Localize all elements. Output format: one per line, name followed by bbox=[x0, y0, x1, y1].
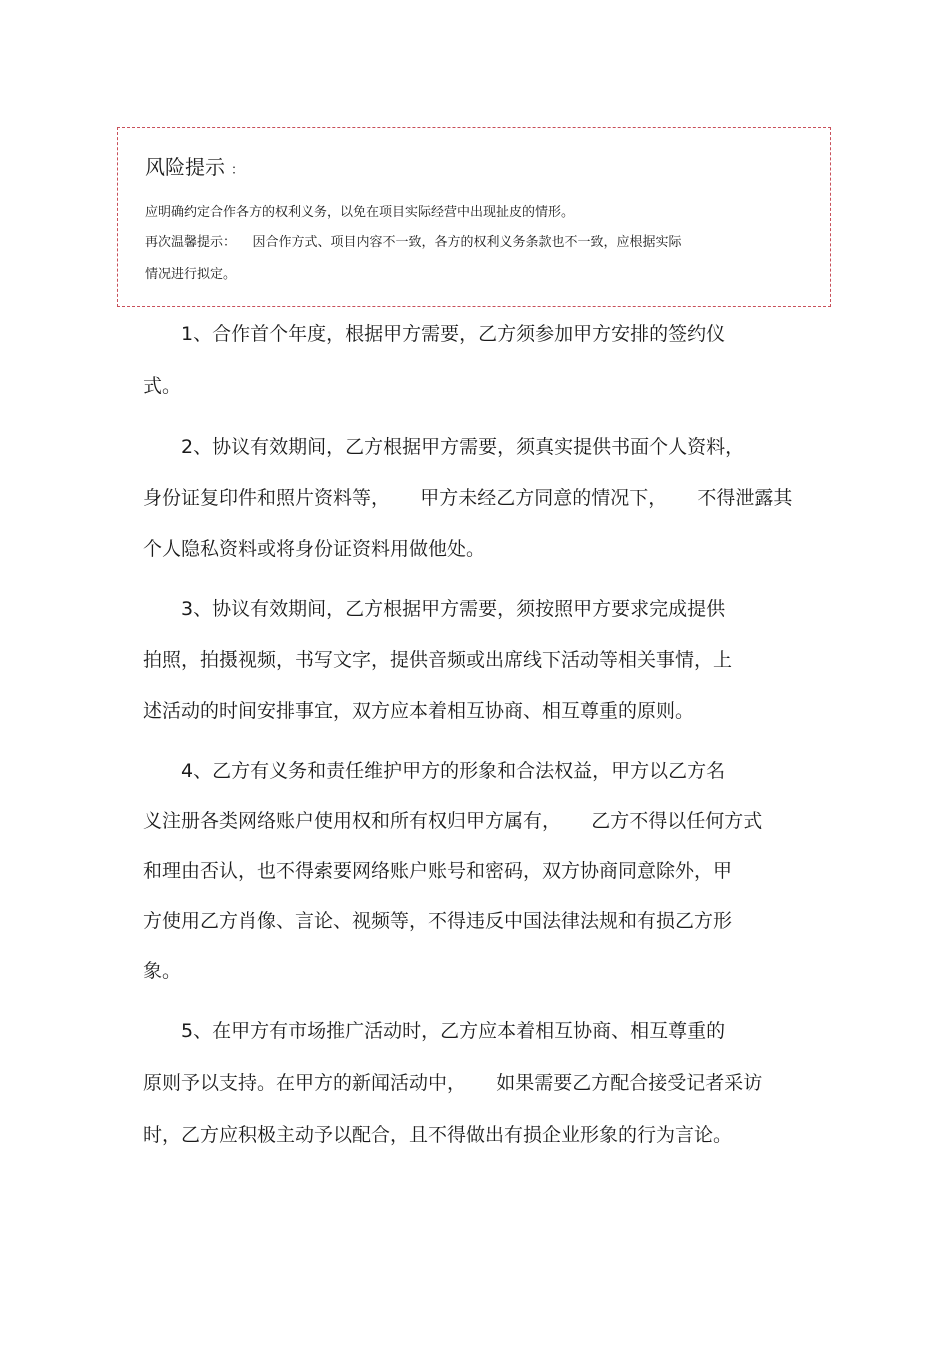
clause-2-line: 个人隐私资料或将身份证资料用做他处。 bbox=[143, 538, 486, 560]
risk-notice-title-colon: ： bbox=[231, 163, 245, 178]
risk-notice-line: 情况进行拟定。 bbox=[145, 267, 237, 282]
clause-1-line: 式。 bbox=[143, 375, 182, 397]
clause-1-line: 1、合作首个年度，根据甲方需要，乙方须参加甲方安排的签约仪 bbox=[181, 323, 726, 345]
clause-3-line: 述活动的时间安排事宜，双方应本着相互协商、相互尊重的原则。 bbox=[143, 700, 695, 722]
clause-5-line: 5、在甲方有市场推广活动时，乙方应本着相互协商、相互尊重的 bbox=[181, 1020, 726, 1042]
risk-notice-title-text: 风险提示 bbox=[145, 155, 225, 179]
clause-4-line: 义注册各类网络账户使用权和所有权归甲方属有， 乙方不得以任何方式 bbox=[143, 810, 763, 832]
clause-3-line: 3、协议有效期间，乙方根据甲方需要，须按照甲方要求完成提供 bbox=[181, 598, 726, 620]
clause-4-line: 象。 bbox=[143, 960, 182, 982]
clause-4-line: 4、乙方有义务和责任维护甲方的形象和合法权益，甲方以乙方名 bbox=[181, 760, 726, 782]
clause-5-line: 原则予以支持。在甲方的新闻活动中， 如果需要乙方配合接受记者采访 bbox=[143, 1072, 763, 1094]
clause-5-line: 时，乙方应积极主动予以配合，且不得做出有损企业形象的行为言论。 bbox=[143, 1124, 733, 1146]
risk-notice-line: 再次温馨提示： 因合作方式、项目内容不一致，各方的权利义务条款也不一致，应根据实际 bbox=[145, 235, 682, 250]
clause-4-line: 方使用乙方肖像、言论、视频等，不得违反中国法律法规和有损乙方形 bbox=[143, 910, 733, 932]
clause-2-line: 身份证复印件和照片资料等， 甲方未经乙方同意的情况下， 不得泄露其 bbox=[143, 487, 793, 509]
clause-2-line: 2、协议有效期间，乙方根据甲方需要，须真实提供书面个人资料， bbox=[181, 436, 745, 458]
risk-notice-box bbox=[117, 127, 831, 307]
risk-notice-line: 应明确约定合作各方的权利义务，以免在项目实际经营中出现扯皮的情形。 bbox=[145, 205, 575, 220]
clause-4-line: 和理由否认，也不得索要网络账户账号和密码，双方协商同意除外，甲 bbox=[143, 860, 733, 882]
risk-notice-title bbox=[145, 154, 244, 184]
clause-3-line: 拍照，拍摄视频，书写文字，提供音频或出席线下活动等相关事情，上 bbox=[143, 649, 733, 671]
